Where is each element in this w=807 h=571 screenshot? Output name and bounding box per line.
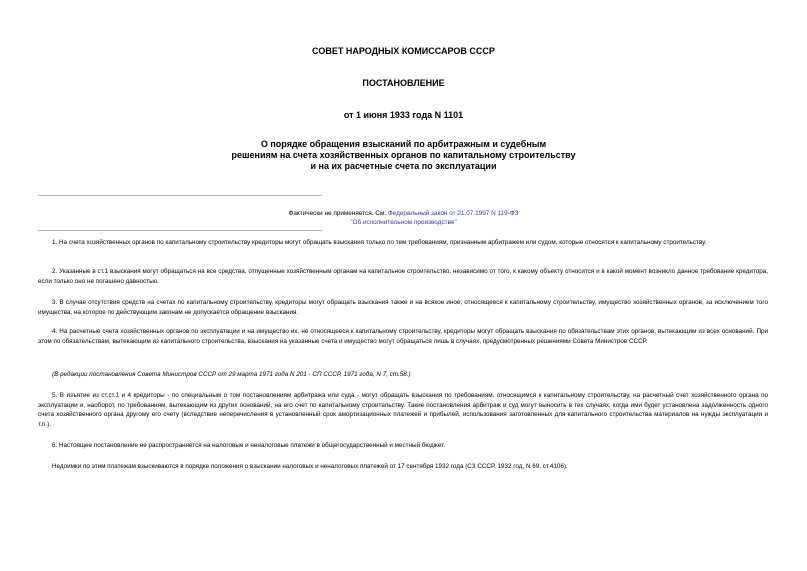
status-note-prefix: Фактически не применяется. См. xyxy=(288,210,388,217)
document-title xyxy=(0,139,807,172)
document-type-heading: ПОСТАНОВЛЕНИЕ xyxy=(362,78,445,88)
status-note xyxy=(0,209,807,227)
paragraph-2: 2. Указанные в ст.1 взыскания могут обращаться на все средства, отпущенные хозяйственным органам на капитальное строительство, независимо от того, к какому объекту относится и в какой момент возникло данное требование кредитора, если только оно не погашено давностью. xyxy=(38,268,768,285)
date-number-heading: от 1 июня 1933 года N 1101 xyxy=(343,110,464,120)
edition-note: (В редакции постановления Совета Министров СССР от 29 марта 1971 года N 201 - СП СССР, 1971 года, N 7, ст.58.) xyxy=(52,371,411,378)
paragraph-6: 6. Настоящее постановление не распространяется на налоговые и неналоговые платежи в общегосударственный и местный бюджет. xyxy=(52,442,446,449)
title-line: решениям на счета хозяйственных органов по капитальному строительству xyxy=(231,150,576,160)
paragraph-arrears: Недоимки по этим платежам взыскиваются в порядке положения о взыскании налоговых и неналоговых платежей от 17 сентября 1932 года (СЗ СССР, 1932 год, N 69, ст.4106). xyxy=(52,463,568,470)
paragraph-3: 3. В случае отсутствия средств на счетах по капитальному строительству, кредиторы могут обращать взыскания также и на всякое иное, относящееся к капитальному строительству, имущество хозяйственных органов, за исключением того имущества, на которое по действующим законам не допускается обращение взыскания. xyxy=(38,299,768,316)
law-link[interactable]: Федеральный закон от 21.07.1997 N 119-ФЗ xyxy=(387,210,519,217)
divider xyxy=(38,195,322,196)
paragraph-4: 4. На расчетные счета хозяйственных органов по эксплуатации и на имущество их, не относящееся к капитальному строительству, кредиторы могут обращать взыскания по обязательствам этих органов, вытекающим из всех оснований. При этом по обязательствам, вытекающим из капитального строительства, взыскания на указанные счета и имущество могут обращаться лишь в случаях, предусмотренных решениями Совета Министров СССР. xyxy=(38,328,768,345)
paragraph-1: 1. На счета хозяйственных органов по капитальному строительству кредиторы могут обращать взыскания только по тем требованиям, признанным арбитражем или судом, которые относятся к капитальному строительству. xyxy=(52,239,707,246)
law-title-link[interactable]: "Об исполнительном производстве" xyxy=(350,219,457,226)
issuer-heading: СОВЕТ НАРОДНЫХ КОМИССАРОВ СССР xyxy=(312,46,495,56)
title-line: О порядке обращения взысканий по арбитражным и судебным xyxy=(260,139,547,149)
title-line: и на их расчетные счета по эксплуатации xyxy=(310,161,497,171)
paragraph-5: 5. В изъятие из ст.ст.1 и 4 кредиторы - по специальным о том постановлениям арбитража или суда - могут обращать взыскания по требованиям, относящимся к капитальному строительству, на расчетный счет хозяйственного органа по эксплуатации и, наоборот, по требованиям, вытекающим из других оснований, на его счет по капитальному строительству. Такие постановления арбитраж и суд могут выносить в тех случаях, когда ими будет установлена задолженность одного счета хозяйственного органа другому его счету (вследствие неперечисления в установленный срок амортизационных платежей и прибылей, использования заготовленных для капитального строительства материалов на нужды эксплуатации и т.п.). xyxy=(38,392,768,428)
divider xyxy=(38,230,322,231)
